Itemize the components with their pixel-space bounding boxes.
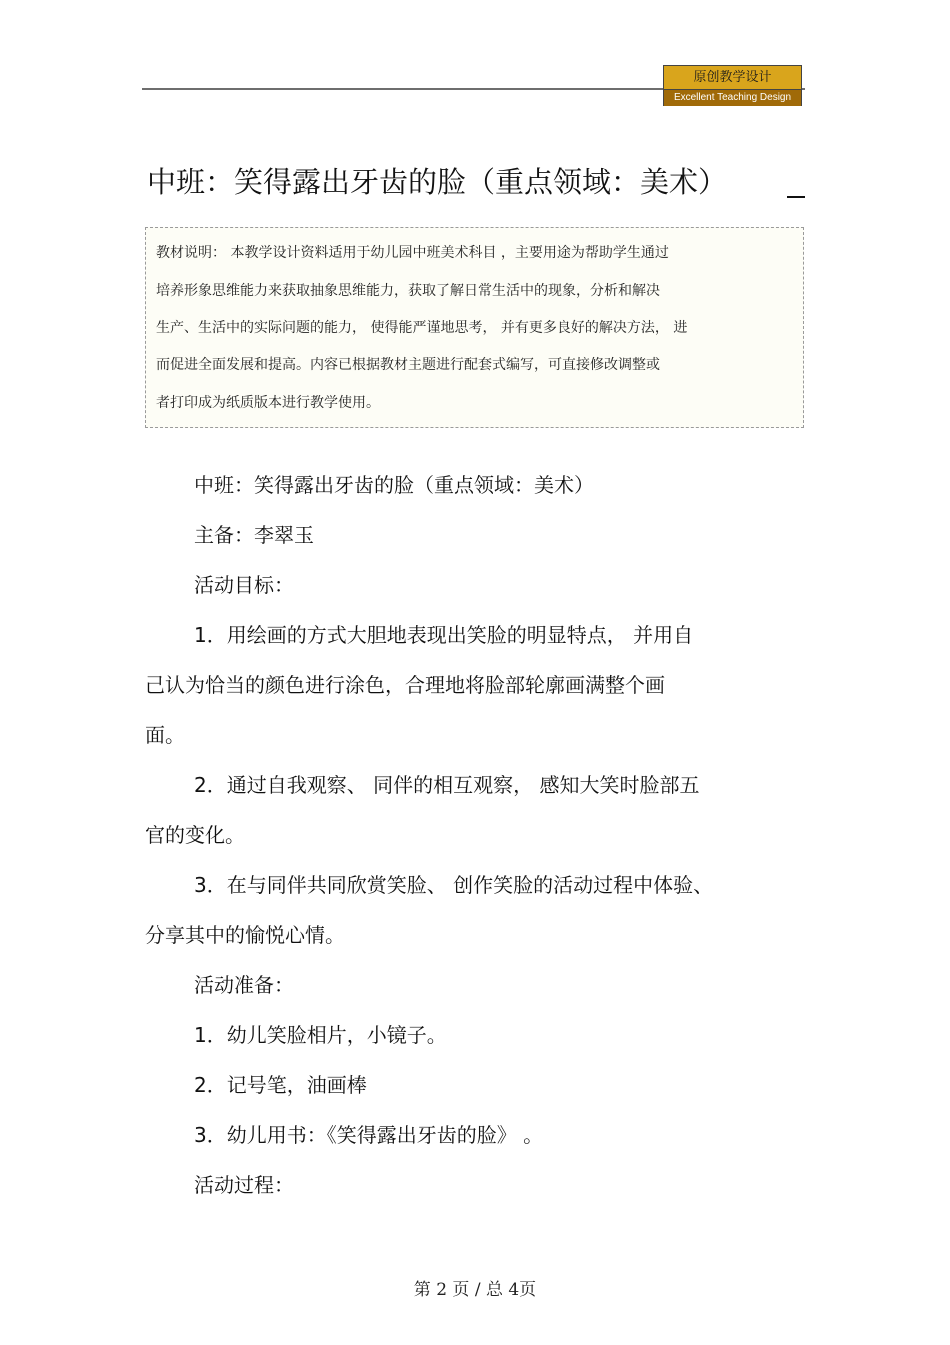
heading-process: 活动过程： [194, 1173, 294, 1197]
page-number: 第 2 页 / 总 4页 [413, 1280, 537, 1300]
paragraph-line: 1．用绘画的方式大胆地表现出笑脸的明显特点， 并用自 [194, 623, 694, 647]
notice-line: 者打印成为纸质版本进行教学使用。 [156, 395, 380, 411]
material-notice-box [145, 227, 804, 428]
badge-cn-label: 原创教学设计 [664, 66, 801, 90]
paragraph-line: 3．在与同伴共同欣赏笑脸、 创作笑脸的活动过程中体验、 [194, 873, 714, 897]
header-badge [663, 65, 802, 106]
list-item: 1．幼儿笑脸相片，小镜子。 [194, 1023, 447, 1047]
heading-objectives: 活动目标： [194, 573, 294, 597]
heading-preparation: 活动准备： [194, 973, 294, 997]
paragraph-line: 官的变化。 [145, 823, 245, 847]
paragraph-line: 己认为恰当的颜色进行涂色，合理地将脸部轮廓画满整个画 [145, 673, 665, 697]
list-item: 3．幼儿用书：《笑得露出牙齿的脸》 。 [194, 1123, 544, 1147]
notice-line: 培养形象思维能力来获取抽象思维能力，获取了解日常生活中的现象，分析和解决 [156, 283, 660, 299]
section-title: 中班：笑得露出牙齿的脸（重点领域：美术） [194, 473, 594, 497]
badge-en-label: Excellent Teaching Design [664, 90, 801, 106]
title-dash [787, 196, 805, 198]
notice-line: 生产、生活中的实际问题的能力， 使得能严谨地思考， 并有更多良好的解决方法， 进 [156, 320, 688, 336]
list-item: 2．记号笔，油画棒 [194, 1073, 367, 1097]
paragraph-line: 分享其中的愉悦心情。 [145, 923, 345, 947]
notice-line: 教材说明： 本教学设计资料适用于幼儿园中班美术科目 ，主要用途为帮助学生通过 [156, 245, 669, 261]
paragraph-line: 2．通过自我观察、 同伴的相互观察， 感知大笑时脸部五 [194, 773, 700, 797]
document-title: 中班：笑得露出牙齿的脸（重点领域：美术） [147, 165, 728, 199]
preparer-line: 主备：李翠玉 [194, 523, 314, 547]
notice-line: 而促进全面发展和提高。内容已根据教材主题进行配套式编写，可直接修改调整或 [156, 357, 660, 373]
paragraph-line: 面。 [145, 723, 185, 747]
